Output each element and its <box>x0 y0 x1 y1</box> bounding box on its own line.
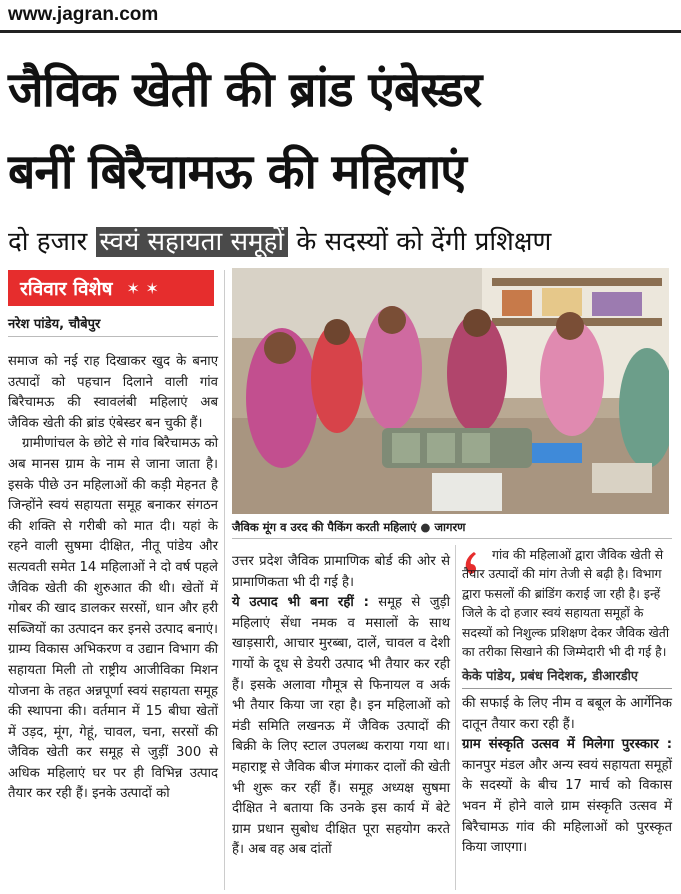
subheadline-highlight: स्वयं सहायता समूहों <box>96 227 289 257</box>
byline: नरेश पांडेय, चौबेपुर <box>8 317 101 332</box>
caption-rule <box>232 538 672 539</box>
article-photo <box>232 268 669 514</box>
headline-line-1: जैविक खेती की ब्रांड एंबेस्डर <box>8 62 482 118</box>
column-3-paragraph-2-text: कानपुर मंडल और अन्य स्वयं सहायता समूहों के सदस्यों के बीच 17 मार्च को विकास भवन में होने वाले ग्राम संस्कृति उत्सव में बिरैचामऊ गांव की महिलाओं को पुरस्कृत किया जाएगा। <box>462 757 672 856</box>
quote-rule <box>462 688 672 689</box>
column-2 <box>232 552 450 861</box>
header-rule <box>0 30 681 33</box>
column-divider-1 <box>224 270 225 890</box>
section-band <box>8 270 214 306</box>
column-divider-2 <box>455 545 456 890</box>
photo-credit: जागरण <box>434 520 466 534</box>
photo-caption-text: जैविक मूंग व उरद की पैकिंग करती महिलाएं <box>232 520 417 534</box>
column-1 <box>8 352 218 805</box>
column-3-paragraph-1: की सफाई के लिए नीम व बबूल के आर्गेनिक दातून तैयार करा रही हैं। <box>462 696 672 732</box>
column-2-paragraph-2 <box>232 593 450 861</box>
quote-attribution: केके पांडेय, प्रबंध निदेशक, डीआरडीए <box>462 669 638 684</box>
pull-quote: गांव की महिलाओं द्वारा जैविक खेती से तैयार उत्पादों की मांग तेजी से बढ़ी है। विभाग द्वारा फसलों की ब्रांडिंग कराई जा रही है। इन्हें जिले के दो हजार स्वयं सहायता समूहों के सदस्यों को निशुल्क प्रशिक्षण देकर जैविक खेती का तरीका सिखाने की जिम्मेदारी भी दी गई है। <box>462 547 670 660</box>
subheadline-after: के सदस्यों को देंगी प्रशिक्षण <box>288 227 552 257</box>
subheadline-before: दो हजार <box>8 227 96 257</box>
photo-caption <box>232 520 465 535</box>
byline-rule <box>8 336 218 337</box>
column-2-subhead: ये उत्पाद भी बना रहीं : <box>232 595 369 611</box>
column-3 <box>462 694 672 859</box>
headline-line-2: बनीं बिरैचामऊ की महिलाएं <box>8 144 466 200</box>
column-3-subhead: ग्राम संस्कृति उत्सव में मिलेगा पुरस्कार : <box>462 737 672 753</box>
column-2-paragraph-2-text: समूह से जुड़ी महिलाएं सेंधा नमक व मसालों के साथ खाड़सारी, आचार मुरब्बा, दालें, चावल व देशी गायों के दूध से डेयरी उत्पाद भी तैयार कर रही हैं। इसके अलावा गौमूत्र से फिनायल व अर्क भी तैयार किया जा रहा है। इन महिलाओं को मंडी समिति लखनऊ में जैविक उत्पादों की बिक्री के लिए स्टाल उपलब्ध कराया गया था। महाराष्ट्र से जैविक बीज मंगाकर दालों की खेती भी शुरू कर रहीं हैं। समूह अध्यक्ष सुषमा दीक्षित ने बताया कि उनके इस कार्य में बेटे ग्राम प्रधान सुबोध दीक्षित पूरा सहयोग करते हैं। अब वह अब दांतों <box>232 595 450 858</box>
subheadline <box>8 222 551 258</box>
photo-illustration <box>232 268 669 514</box>
section-band-label: रविवार विशेष <box>20 278 113 300</box>
column-1-paragraph-2: ग्रामीणांचल के छोटे से गांव बिरैचामऊ को अब मानस ग्राम के नाम से जाना जाता है। इसके पीछे उन महिलाओं की कड़ी मेहनत है जिन्होंने स्वयं सहायता समूह बनाकर संगठन की शक्ति से गरीबी को मात दी। यहां के रहने वाली सुषमा दीक्षित, नीतू पांडेय और सत्यवती समेत 14 महिलाओं ने दो वर्ष पहले जैविक खेती की शुरुआत की थी। खेतों में गोबर की खाद डालकर सरसों, धान और हरी सब्जियों का उत्पादन कर इनसे उत्पाद बनाएं। ग्राम्य विकास अभिकरण व उद्यान विभाग की सहायता मिली तो राष्ट्रीय आजीविका मिशन योजना के तहत अन्नपूर्णा स्वयं सहायता समूह की स्थापना की। वर्तमान में 15 बीघा खेतों में उड़द, मूंग, गेहूं, चावल, चना, सरसों की जैविक खेती कर समूह से जुड़ीं 300 से अधिक महिलाएं घर पर ही विभिन्न उत्पाद तैयार कर रही हैं। इनके उत्पादों को <box>8 436 218 802</box>
column-1-paragraph-1: समाज को नई राह दिखाकर खुद के बनाए उत्पादों को पहचान दिलाने वाली गांव बिरैचामऊ की स्वावलंबी महिलाएं अब जैविक खेती की ब्रांड एंबेस्डर बन चुकी हैं। <box>8 354 218 431</box>
column-3-paragraph-2 <box>462 735 672 859</box>
caption-separator-icon: ● <box>420 520 431 534</box>
decorative-flourish-icon: ✶ ✶ <box>126 278 159 298</box>
site-url: www.jagran.com <box>8 4 159 25</box>
column-2-paragraph-1: उत्तर प्रदेश जैविक प्रामाणिक बोर्ड की ओर से प्रामाणिकता भी दी गई है। <box>232 554 450 590</box>
